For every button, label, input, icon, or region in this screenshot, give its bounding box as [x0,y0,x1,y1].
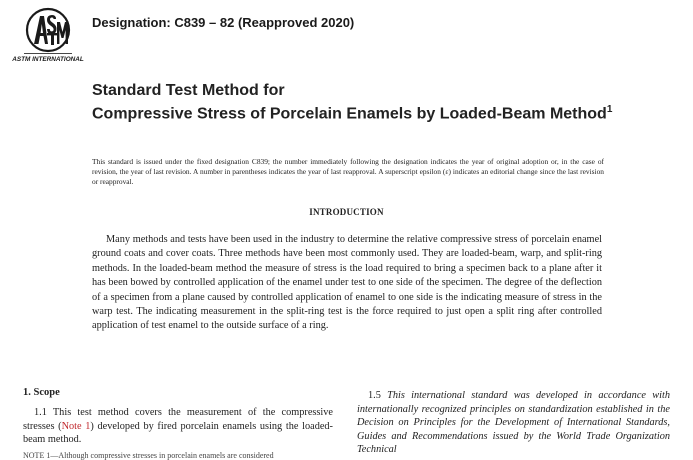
left-column [23,386,333,447]
astm-logo [12,6,84,64]
note-1-link[interactable]: Note 1 [61,420,91,432]
note-1-cut-line: NOTE 1—Although compressive stresses in porcelain enamels are considered [23,451,274,460]
introduction-text: Many methods and tests have been used in the industry to determine the relative compressive stress of porcelain enamel ground coats and cover coats. Three methods have been most commonly used. They are loaded-beam, warp, and split-ring methods. In the loaded-beam method the measure of stress is the load required to bring a specimen back to a plane after it has been bowed by controlled application of the enamel under test to one side of the specimen. The degree of the deflection of a specimen from a plane caused by controlled application of enamel to one side is the indicating measure of stress in the warp test. The indicating measurement in the split-ring test is the force required to just open a split ring after controlled application of test enamel to the outside surface of a ring. [92,234,602,332]
standard-notice: This standard is issued under the fixed designation C839; the number immediately following the designation indicates the year of original adoption or, in the case of revision, the year of last revision. A number in parentheses indicates the year of last reapproval. A superscript epsilon (ε) indicates an editorial change since the last revision or reapproval. [92,157,604,186]
astm-logo-icon [12,6,84,64]
designation: Designation: C839 – 82 (Reapproved 2020) [92,15,355,30]
title-line-1: Standard Test Method for [92,82,285,99]
paragraph-1-5-number: 1.5 [368,390,388,401]
paragraph-1-1 [23,406,333,447]
paragraph-1-5 [357,389,670,457]
paragraph-1-5-text: This international standard was developed in accordance with internationally recognized principles on standardization established in the Decision on Principles for the Development of International Standards, Guides and Recommendations issued by the World Trade Organization Technical [357,390,670,456]
document-title [92,81,652,123]
paragraph-1-1-text-end: ) developed by fired porcelain enamels using the loaded-beam method. [23,420,333,446]
introduction-heading: INTRODUCTION [309,207,384,217]
title-main: Compressive Stress of Porcelain Enamels by Loaded-Beam Method [92,105,607,123]
paragraph-1-1-text: 1.1 This test method covers the measurement of the compressive stresses ( [23,407,333,432]
right-column [357,386,670,457]
title-line-2 [92,100,652,123]
section-scope-heading: 1. Scope [23,387,60,398]
title-footnote-mark[interactable]: 1 [606,104,613,115]
logo-text: ASTM INTERNATIONAL [12,56,84,63]
